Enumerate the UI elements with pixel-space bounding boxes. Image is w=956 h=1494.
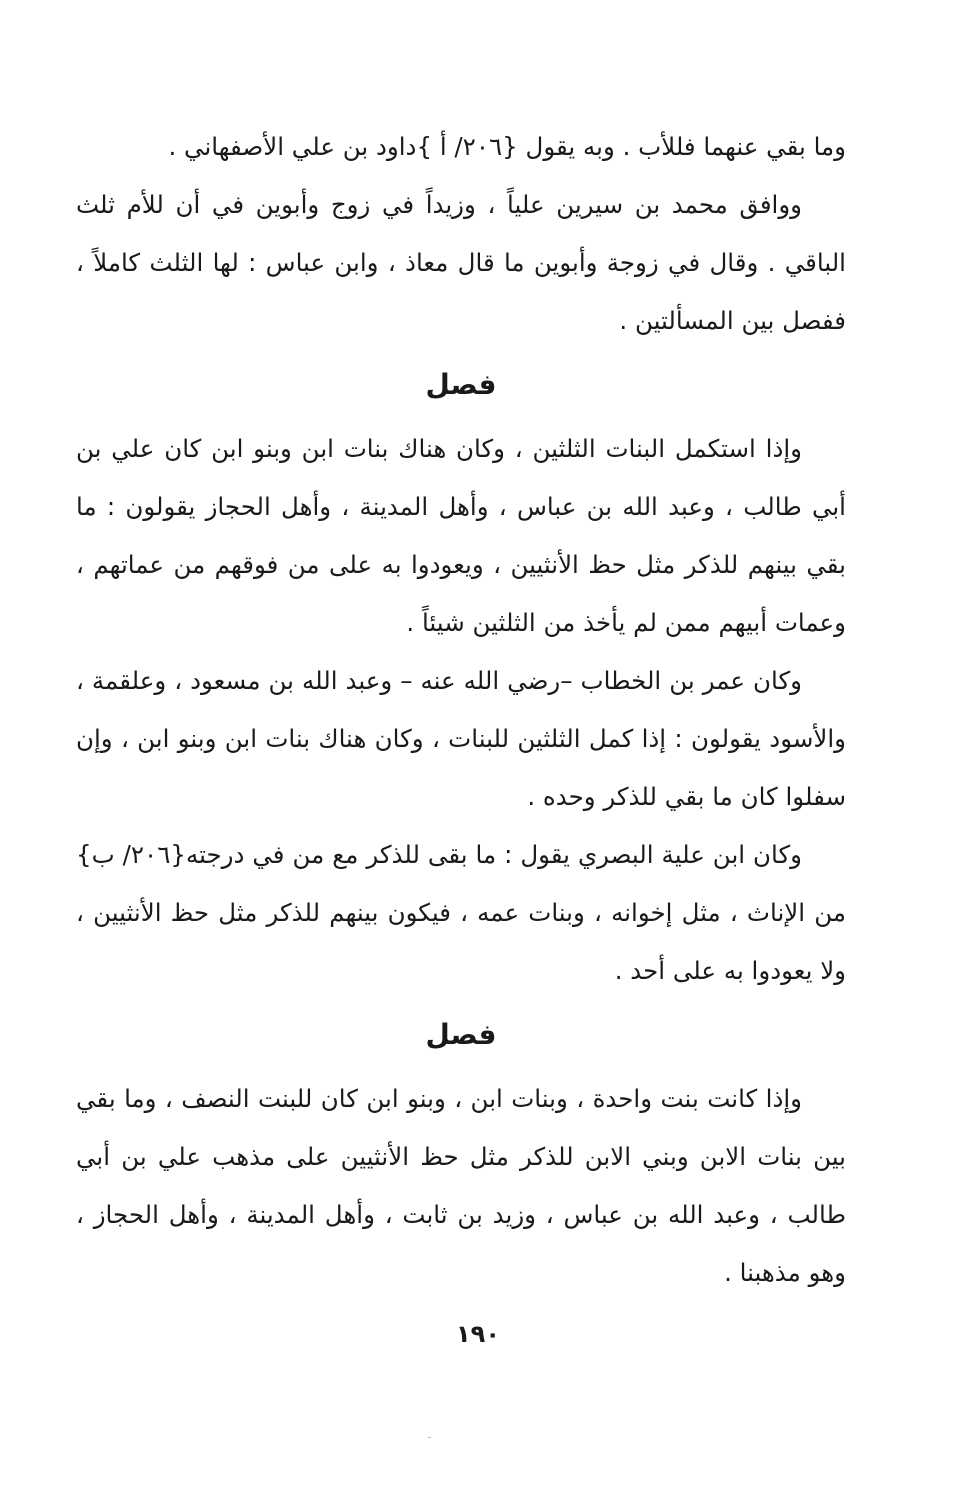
page-number: ١٩٠ — [456, 1320, 500, 1348]
paragraph: وإذا كانت بنت واحدة ، وبنات ابن ، وبنو ابن كان للبنت النصف ، وما بقي بين بنات الابن وبني الابن للذكر مثل حظ الأنثيين على مذهب علي بن أبي طالب ، وعبد الله بن عباس ، وزيد بن ثابت ، وأهل المدينة ، وأهل الحجاز ، وهو مذهبنا . — [76, 1084, 846, 1287]
scan-speck — [428, 1437, 431, 1438]
paragraph: وإذا استكمل البنات الثلثين ، وكان هناك بنات ابن وبنو ابن كان علي بن أبي طالب ، وعبد الله بن عباس ، وأهل المدينة ، وأهل الحجاز يقولون : ما بقي بينهم للذكر مثل حظ الأنثيين ، ويعودوا به على من فوقهم من عماتهم ، وعمات أبيهم ممن لم يأخذ من الثلثين شيئاً . — [76, 434, 846, 637]
paragraph: ووافق محمد بن سيرين علياً ، وزيداً في زوج وأبوين في أن للأم ثلث الباقي . وقال في زوجة وأبوين ما قال معاذ ، وابن عباس : لها الثلث كاملاً ، ففصل بين المسألتين . — [76, 190, 846, 335]
section-heading: فصل — [425, 1018, 497, 1051]
section-heading: فصل — [425, 368, 497, 401]
page-body — [76, 118, 846, 1302]
paragraph: وكان عمر بن الخطاب –رضي الله عنه – وعبد الله بن مسعود ، وعلقمة ، والأسود يقولون : إذا كمل الثلثين للبنات ، وكان هناك بنات ابن وبنو ابن ، وإن سفلوا كان ما بقي للذكر وحده . — [76, 666, 846, 811]
paragraph: وكان ابن علية البصري يقول : ما بقى للذكر مع من في درجته{٢٠٦/ ب} من الإناث ، مثل إخوانه ، وبنات عمه ، فيكون بينهم للذكر مثل حظ الأنثيين ، ولا يعودوا به على أحد . — [76, 840, 846, 985]
paragraph-continuation: وما بقي عنهما فللأب . وبه يقول {٢٠٦/ أ }داود بن علي الأصفهاني . — [168, 132, 846, 161]
